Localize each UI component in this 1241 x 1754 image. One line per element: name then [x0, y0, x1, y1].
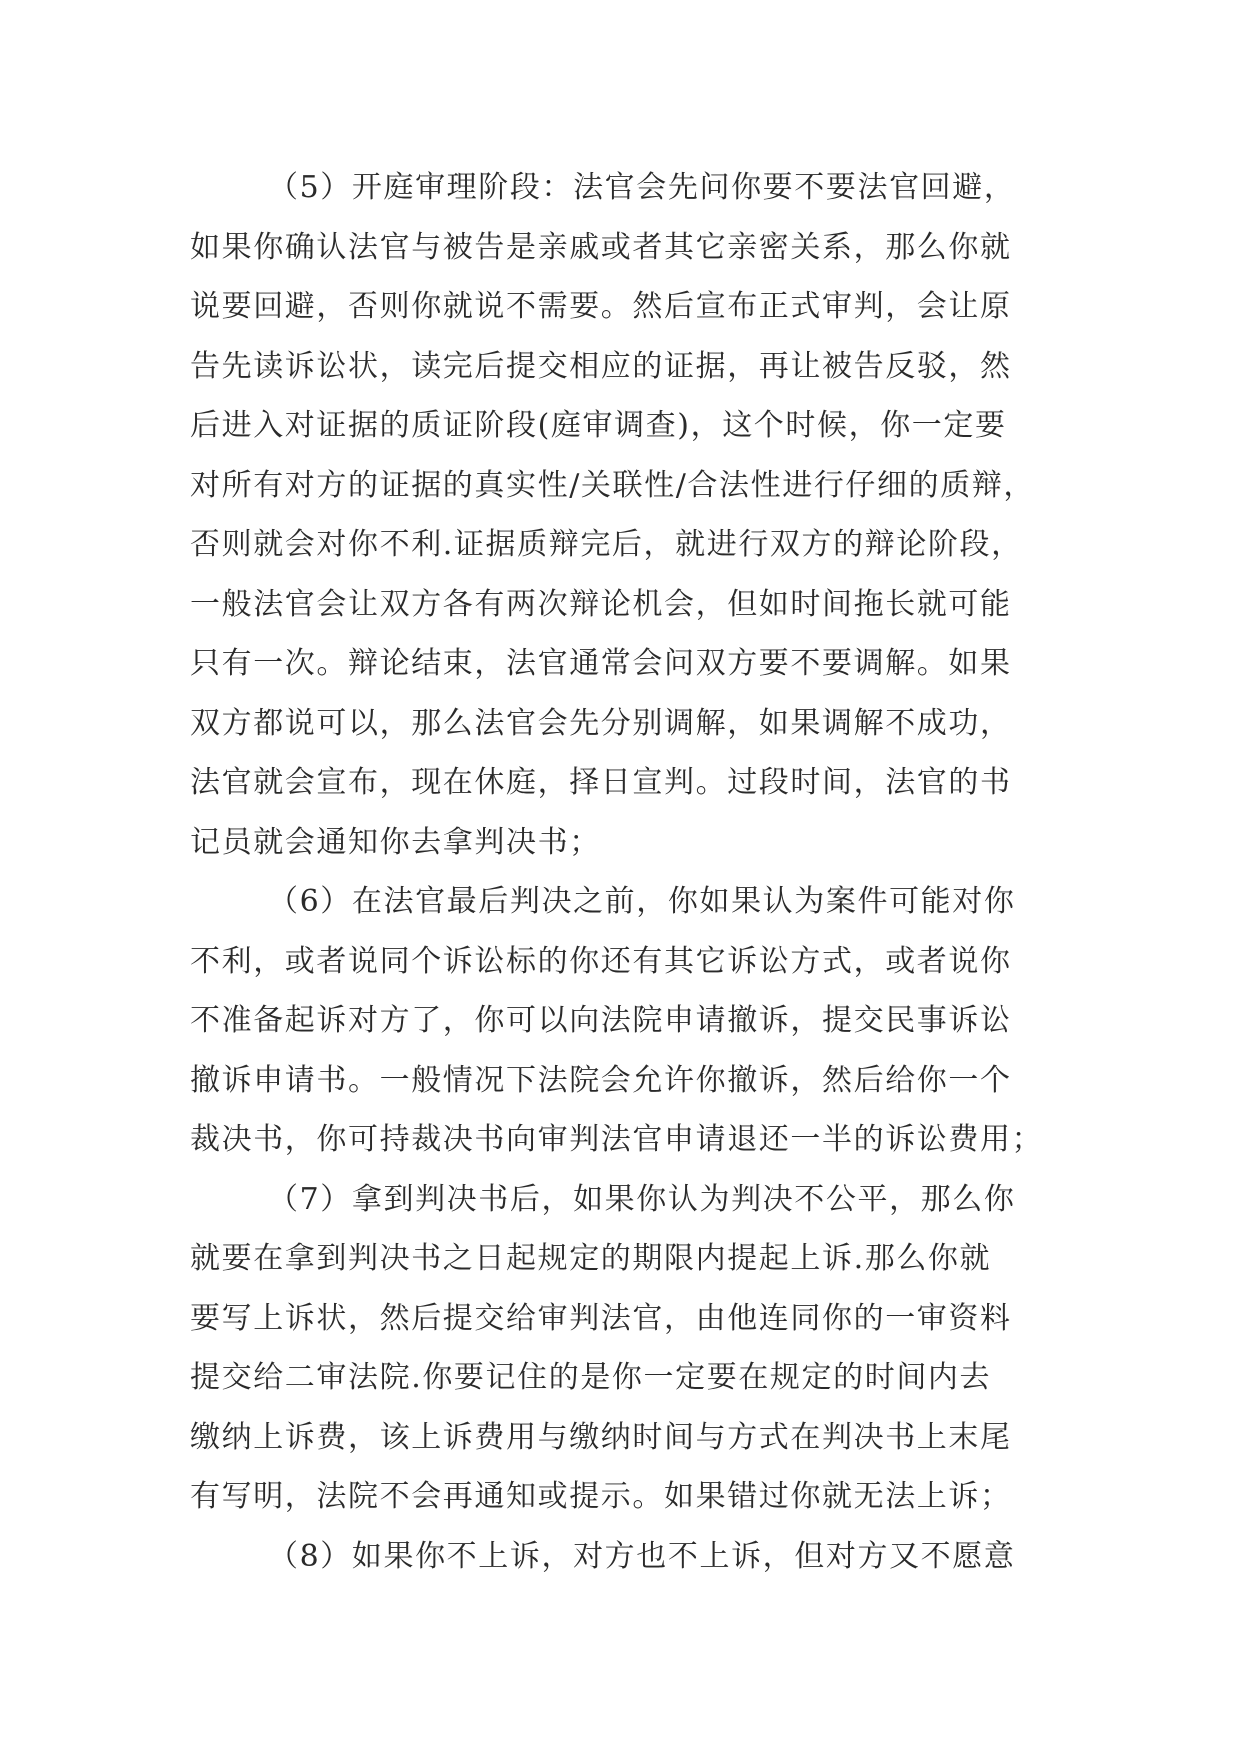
paragraph-line: 有写明，法院不会再通知或提示。如果错过你就无法上诉；	[190, 1479, 1012, 1514]
paragraph-line: 后进入对证据的质证阶段(庭审调查)，这个时候，你一定要	[190, 408, 1007, 443]
paragraph-line: 不准备起诉对方了，你可以向法院申请撤诉，提交民事诉讼	[190, 1003, 1012, 1038]
paragraph-line: （5）开庭审理阶段：法官会先问你要不要法官回避，	[268, 170, 1016, 205]
paragraph-line: （6）在法官最后判决之前，你如果认为案件可能对你	[268, 884, 1016, 919]
paragraph-line: （8）如果你不上诉，对方也不上诉，但对方又不愿意	[268, 1538, 1016, 1574]
paragraph-line: 撤诉申请书。一般情况下法院会允许你撤诉，然后给你一个	[190, 1062, 1012, 1098]
paragraph-line: 否则就会对你不利.证据质辩完后，就进行双方的辩论阶段，	[190, 527, 1023, 562]
paragraph-line: 法官就会宣布，现在休庭，择日宣判。过段时间，法官的书	[190, 765, 1012, 800]
paragraph-8	[190, 1527, 1070, 1587]
paragraph-line: 告先读诉讼状，读完后提交相应的证据，再让被告反驳，然	[190, 348, 1012, 384]
document-body	[190, 158, 1070, 1586]
paragraph-line: 一般法官会让双方各有两次辩论机会，但如时间拖长就可能	[190, 586, 1012, 622]
paragraph-line: 如果你确认法官与被告是亲戚或者其它亲密关系，那么你就	[190, 229, 1012, 265]
paragraph-5	[190, 158, 1070, 872]
paragraph-line: 提交给二审法院.你要记住的是你一定要在规定的时间内去	[190, 1360, 992, 1395]
paragraph-line: 要写上诉状，然后提交给审判法官，由他连同你的一审资料	[190, 1300, 1012, 1336]
paragraph-line: 只有一次。辩论结束，法官通常会问双方要不要调解。如果	[190, 646, 1012, 681]
paragraph-line: 双方都说可以，那么法官会先分别调解，如果调解不成功，	[190, 705, 1012, 741]
paragraph-line: 不利，或者说同个诉讼标的你还有其它诉讼方式，或者说你	[190, 943, 1012, 979]
paragraph-line: 记员就会通知你去拿判决书；	[190, 824, 601, 860]
paragraph-line: 缴纳上诉费，该上诉费用与缴纳时间与方式在判决书上末尾	[190, 1419, 1012, 1455]
paragraph-line: 就要在拿到判决书之日起规定的期限内提起上诉.那么你就	[190, 1241, 992, 1276]
paragraph-line: 裁决书，你可持裁决书向审判法官申请退还一半的诉讼费用；	[190, 1122, 1044, 1157]
paragraph-7	[190, 1170, 1070, 1527]
paragraph-line: 对所有对方的证据的真实性/关联性/合法性进行仔细的质辩，	[190, 467, 1036, 503]
paragraph-6	[190, 872, 1070, 1170]
paragraph-line: 说要回避，否则你就说不需要。然后宣布正式审判，会让原	[190, 289, 1012, 324]
paragraph-line: （7）拿到判决书后，如果你认为判决不公平，那么你	[268, 1181, 1016, 1217]
